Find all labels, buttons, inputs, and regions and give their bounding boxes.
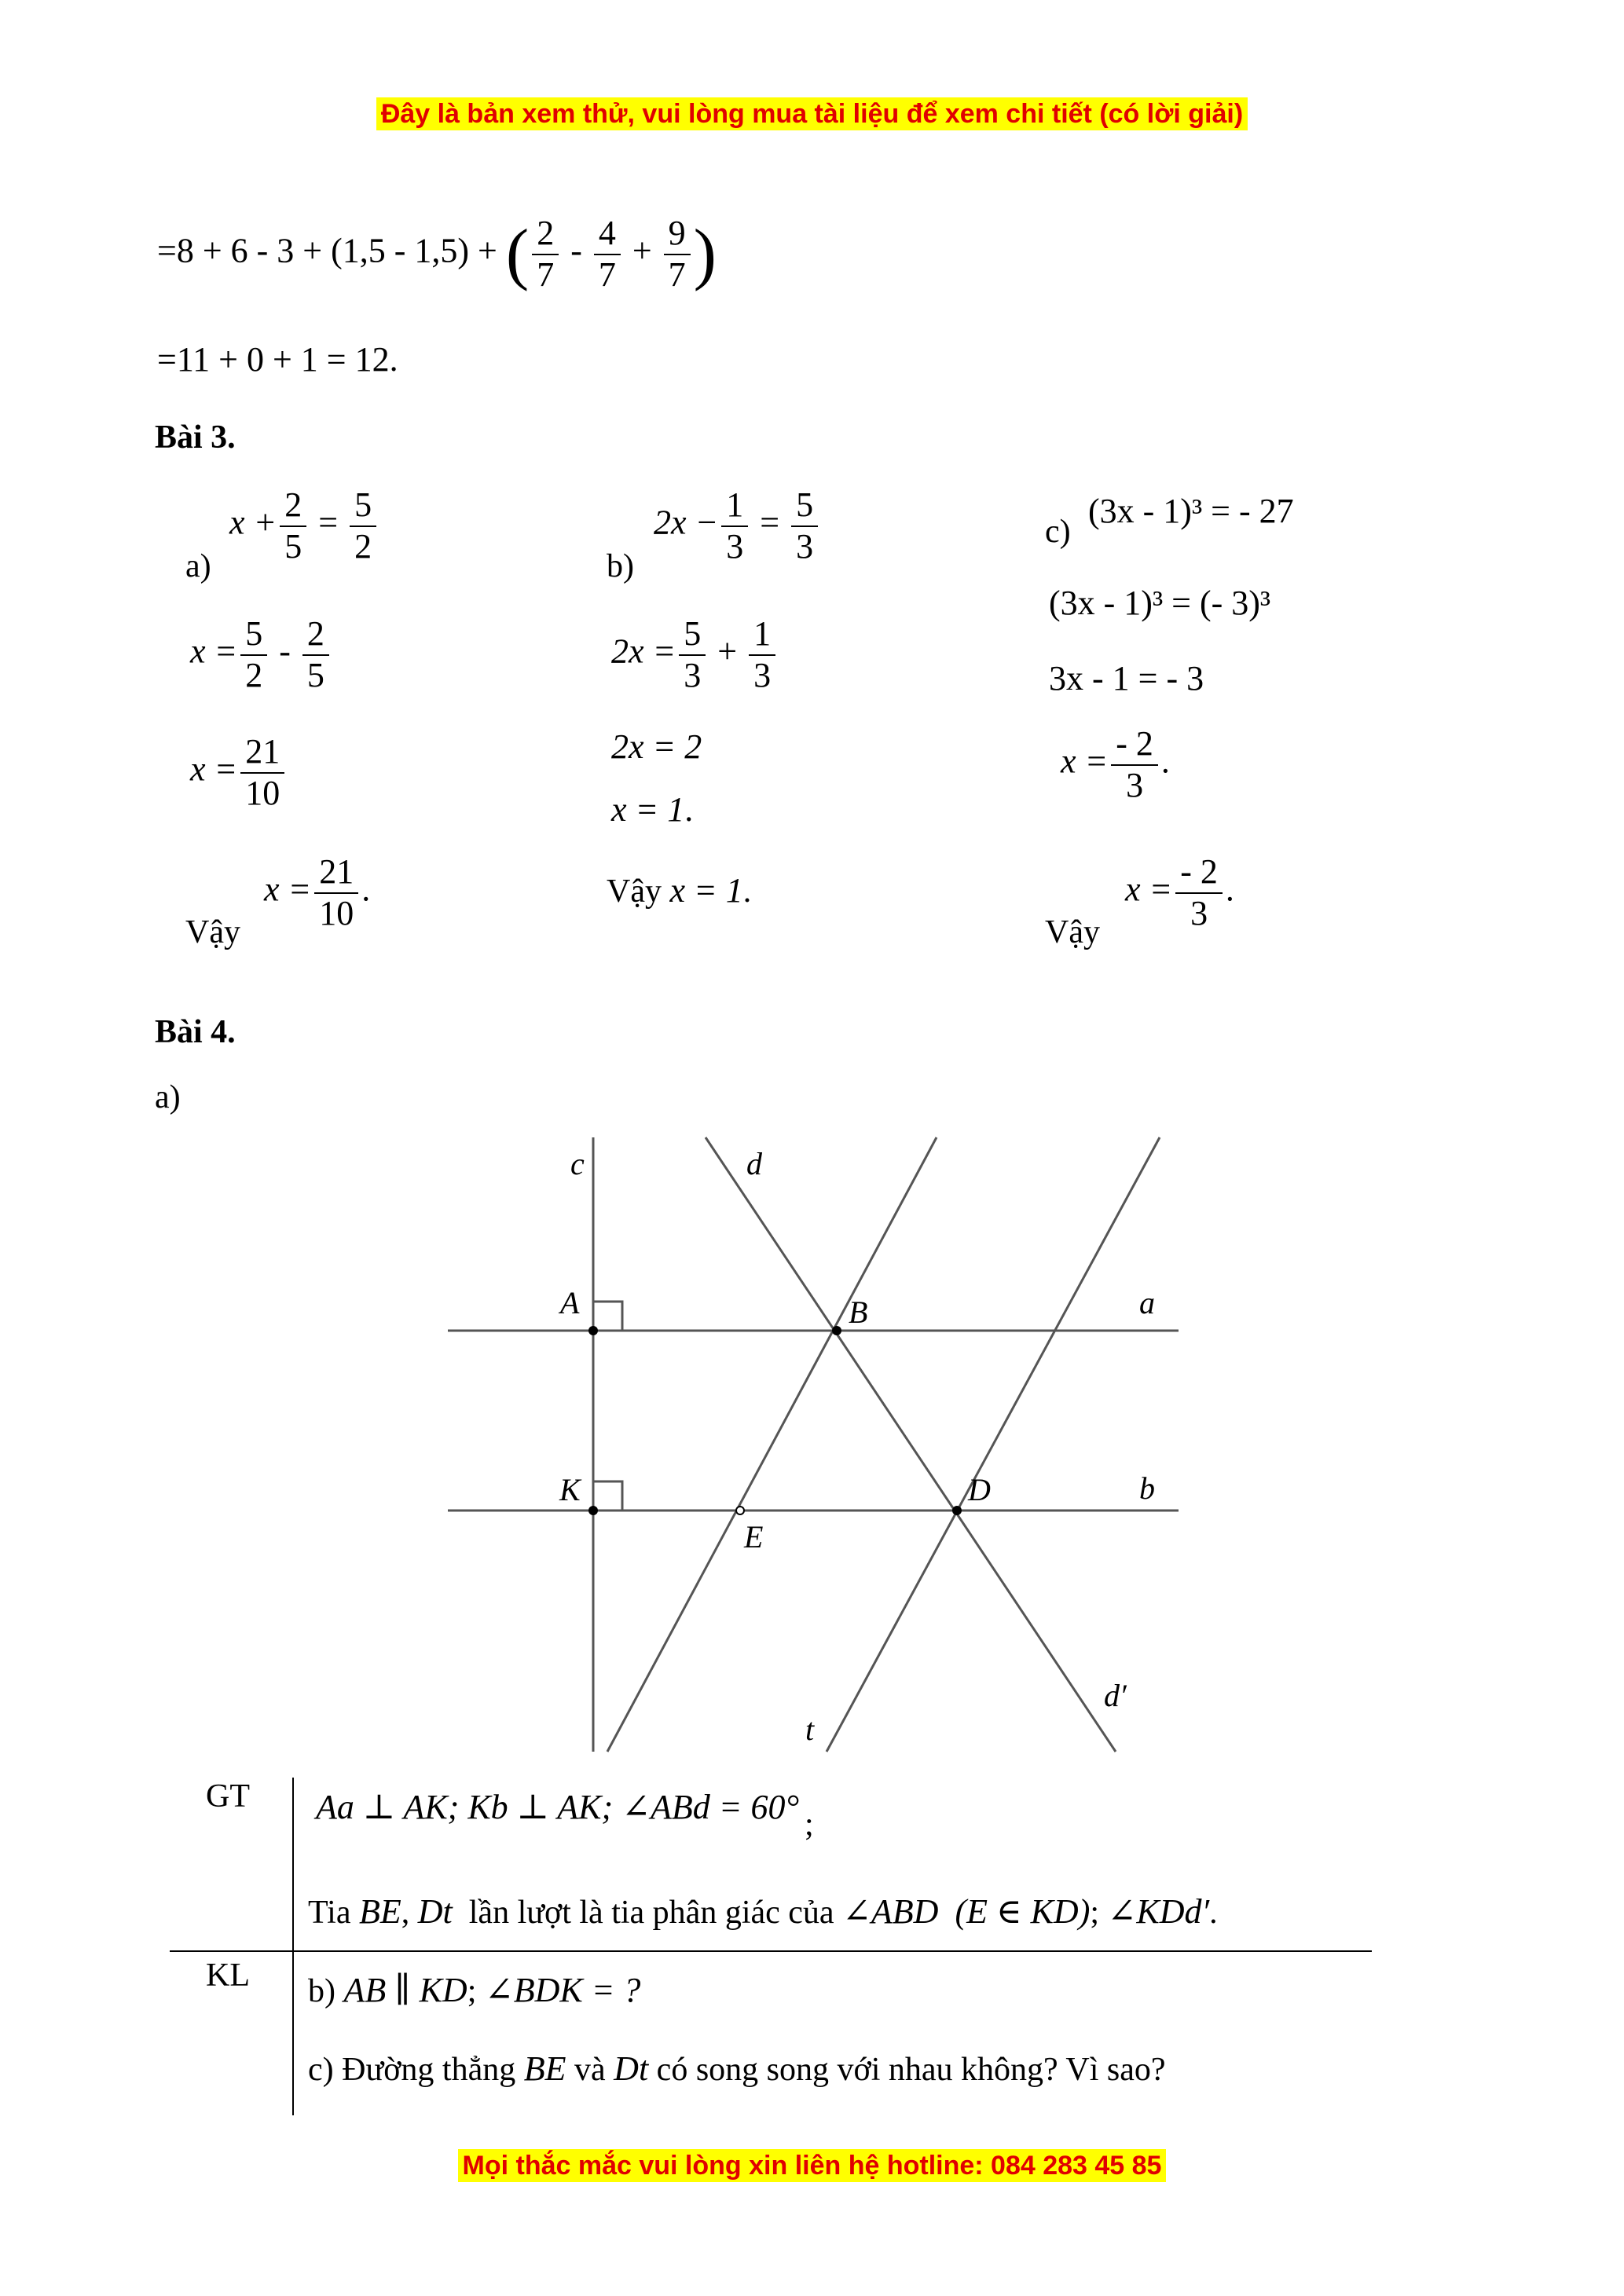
label-c: c [570, 1146, 585, 1181]
kl-line-b: b) AB ∥ KD; ∠BDK = ? [308, 1971, 641, 2009]
bai3-c-step1: (3x - 1)³ = - 27 [1088, 492, 1294, 530]
bai3-a-step3: x = $\frac{21}{10}$ [190, 732, 288, 813]
label-d: d [746, 1146, 762, 1181]
right-angle-K [593, 1481, 622, 1511]
point-D [952, 1506, 962, 1515]
gt-label: GT [206, 1778, 250, 1814]
bai3-a-step1: x + $\frac{2}{5}$ = $\frac{5}{2}$ [229, 485, 379, 566]
point-A [588, 1326, 598, 1335]
bai3-a-conclusion: x = $\frac{21}{10}$ . [264, 852, 371, 932]
bai3-a-step2: x = $\frac{5}{2}$ - $\frac{2}{5}$ [190, 614, 332, 695]
bai4-title: Bài 4. [155, 1014, 236, 1050]
bai3-c-conclusion-label: Vậy [1045, 914, 1100, 950]
bai3-b-step1: 2x − $\frac{1}{3}$ = $\frac{5}{3}$ [654, 485, 821, 566]
kl-line-c: c) Đường thẳng BE và Dt có song song với nhau không? Vì sao? [308, 2049, 1166, 2088]
line-dt [827, 1137, 1160, 1752]
bai3-b-step2: 2x = $\frac{5}{3}$ + $\frac{1}{3}$ [611, 614, 779, 695]
gt-line-1-end: ; [805, 1807, 814, 1843]
line-d [706, 1137, 1116, 1752]
label-b: b [1139, 1470, 1155, 1506]
geometry-figure [440, 1131, 1194, 1760]
bai3-c-step2: (3x - 1)³ = (- 3)³ [1049, 584, 1271, 622]
label-D: D [968, 1472, 991, 1507]
label-d-prime: d′ [1104, 1678, 1127, 1713]
bai3-c-step3: 3x - 1 = - 3 [1049, 659, 1204, 698]
bai3-c-conclusion: x = $\frac{- 2}{3}$ . [1125, 852, 1234, 932]
line-be [607, 1137, 937, 1752]
bai3-b-step4: x = 1. [611, 790, 694, 829]
continuation-line-1: =8 + 6 - 3 + (1,5 - 1,5) + ( $\frac{2}{7}$ - $\frac{4}{7}$ + $\frac{9}{7}$ ) [157, 214, 717, 294]
gt-line-1: Aa ⊥ AK; Kb ⊥ AK; ∠ABd = 60° [316, 1788, 800, 1826]
label-E: E [744, 1519, 764, 1554]
continuation-line-2: =11 + 0 + 1 = 12. [157, 340, 398, 379]
label-t: t [805, 1712, 815, 1747]
label-a: a [1139, 1285, 1155, 1320]
point-K [588, 1506, 598, 1515]
bai3-b-conclusion: Vậy x = 1. [607, 871, 752, 910]
table-divider-horizontal [170, 1950, 1372, 1952]
point-E [736, 1507, 744, 1514]
bai3-c-label: c) [1045, 514, 1071, 550]
bai3-a-label: a) [185, 548, 211, 584]
label-A: A [560, 1285, 580, 1320]
footer-banner: Mọi thắc mắc vui lòng xin liên hệ hotline: 084 283 45 85 [0, 2151, 1624, 2181]
right-angle-A [593, 1302, 622, 1331]
header-banner: Đây là bản xem thử, vui lòng mua tài liệu để xem chi tiết (có lời giải) [0, 99, 1624, 130]
kl-label: KL [206, 1957, 250, 1994]
table-divider-vertical [292, 1778, 294, 2115]
gt-line-2: Tia BE, Dt lần lượt là tia phân giác của ∠ABD (E ∈ KD); ∠KDd′. [308, 1892, 1218, 1931]
bai3-b-step3: 2x = 2 [611, 727, 702, 766]
label-K: K [559, 1472, 581, 1507]
bai3-b-label: b) [607, 548, 634, 584]
bai3-title: Bài 3. [155, 419, 236, 456]
label-B: B [849, 1294, 868, 1330]
gt-kl-table [170, 1778, 1372, 2115]
point-B [832, 1326, 841, 1335]
bai4-part-a: a) [155, 1079, 181, 1115]
bai3-c-step4: x = $\frac{- 2}{3}$ . [1061, 724, 1170, 804]
bai3-a-conclusion-label: Vậy [185, 914, 240, 950]
